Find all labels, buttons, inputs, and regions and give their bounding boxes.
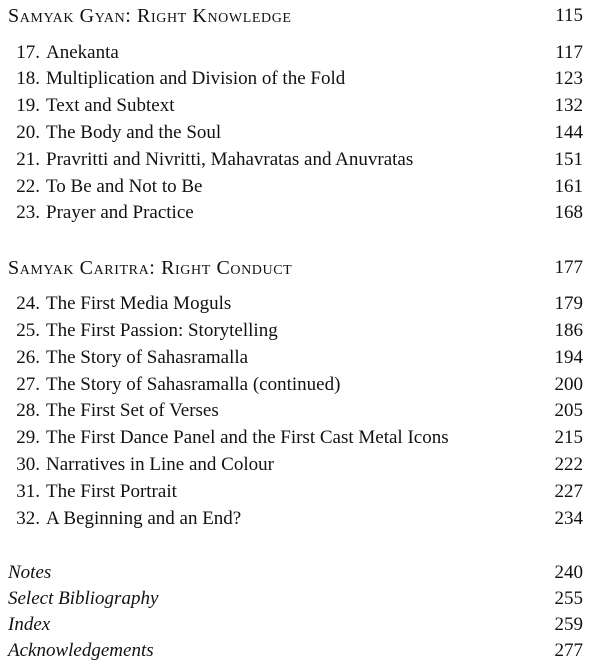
toc-entry	[8, 120, 583, 146]
toc-entry	[8, 479, 583, 505]
backmatter-page-number: 259	[554, 614, 583, 635]
toc-entry	[8, 452, 583, 478]
toc-entry	[8, 318, 583, 344]
chapter-number: 19.	[16, 95, 40, 116]
backmatter-page-number: 255	[554, 588, 583, 609]
toc-entry	[8, 425, 583, 451]
chapter-number: 25.	[16, 320, 40, 341]
chapter-page-number: 117	[555, 42, 583, 63]
chapter-title: A Beginning and an End?	[46, 508, 242, 529]
chapter-number: 23.	[16, 202, 40, 223]
chapter-page-number: 234	[554, 508, 583, 529]
chapter-page-number: 132	[554, 95, 583, 116]
toc-entry	[8, 66, 583, 92]
chapter-number: 24.	[16, 293, 40, 314]
chapter-number: 17.	[16, 42, 40, 63]
chapter-title: Prayer and Practice	[46, 202, 194, 223]
chapter-title: The First Dance Panel and the First Cast Metal Icons	[46, 427, 449, 448]
section-heading: Samyak Gyan: Right Knowledge	[8, 5, 292, 27]
backmatter-title: Index	[8, 614, 51, 635]
chapter-page-number: 123	[554, 68, 583, 89]
chapter-number: 28.	[16, 400, 40, 421]
section-heading-row	[8, 255, 583, 281]
chapter-title: Multiplication and Division of the Fold	[46, 68, 346, 89]
toc-entry	[8, 200, 583, 226]
chapter-number: 21.	[16, 149, 40, 170]
toc-entry	[8, 291, 583, 317]
toc-entry	[8, 398, 583, 424]
chapter-page-number: 161	[554, 176, 583, 197]
chapter-number: 29.	[16, 427, 40, 448]
chapter-number: 18.	[16, 68, 40, 89]
chapter-number: 20.	[16, 122, 40, 143]
chapter-title: The Story of Sahasramalla	[46, 347, 249, 368]
backmatter-entry	[8, 612, 583, 638]
chapter-page-number: 168	[554, 202, 583, 223]
toc-entry	[8, 147, 583, 173]
chapter-title: The First Set of Verses	[46, 400, 219, 421]
chapter-page-number: 215	[554, 427, 583, 448]
chapter-number: 31.	[16, 481, 40, 502]
section-page-number: 177	[554, 257, 583, 278]
toc-entry	[8, 506, 583, 532]
backmatter-title: Select Bibliography	[8, 588, 159, 609]
toc-entry	[8, 372, 583, 398]
chapter-number: 27.	[16, 374, 40, 395]
chapter-title: The Body and the Soul	[46, 122, 222, 143]
chapter-number: 22.	[16, 176, 40, 197]
chapter-title: The Story of Sahasramalla (continued)	[46, 374, 341, 395]
backmatter-entry	[8, 638, 583, 664]
chapter-page-number: 151	[554, 149, 583, 170]
backmatter-page-number: 277	[554, 640, 583, 661]
chapter-title: Pravritti and Nivritti, Mahavratas and Anuvratas	[46, 149, 414, 170]
chapter-page-number: 227	[554, 481, 583, 502]
backmatter-entry	[8, 560, 583, 586]
chapter-title: The First Media Moguls	[46, 293, 232, 314]
backmatter-title: Acknowledgements	[8, 640, 154, 661]
chapter-title: Narratives in Line and Colour	[46, 454, 274, 475]
toc-entry	[8, 93, 583, 119]
chapter-number: 26.	[16, 347, 40, 368]
section-heading-row	[8, 3, 583, 29]
toc-entry	[8, 345, 583, 371]
backmatter-entry	[8, 586, 583, 612]
chapter-title: Text and Subtext	[46, 95, 175, 116]
chapter-page-number: 200	[554, 374, 583, 395]
chapter-title: The First Portrait	[46, 481, 177, 502]
chapter-number: 30.	[16, 454, 40, 475]
chapter-page-number: 194	[554, 347, 583, 368]
chapter-title: To Be and Not to Be	[46, 176, 203, 197]
chapter-page-number: 186	[554, 320, 583, 341]
chapter-page-number: 205	[554, 400, 583, 421]
chapter-title: The First Passion: Storytelling	[46, 320, 278, 341]
backmatter-title: Notes	[8, 562, 52, 583]
chapter-number: 32.	[16, 508, 40, 529]
chapter-title: Anekanta	[46, 42, 119, 63]
toc-entry	[8, 174, 583, 200]
chapter-page-number: 179	[554, 293, 583, 314]
backmatter-page-number: 240	[554, 562, 583, 583]
section-heading: Samyak Caritra: Right Conduct	[8, 257, 293, 279]
chapter-page-number: 144	[554, 122, 583, 143]
toc-entry	[8, 40, 583, 66]
section-page-number: 115	[555, 5, 583, 26]
chapter-page-number: 222	[554, 454, 583, 475]
